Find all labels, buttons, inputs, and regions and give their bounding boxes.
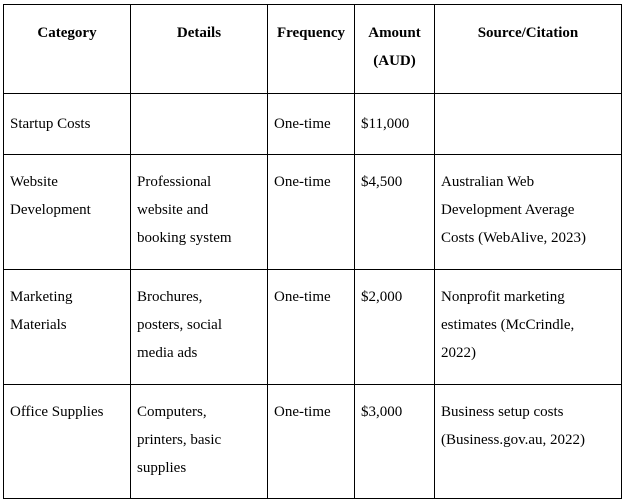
- header-frequency: Frequency: [268, 5, 355, 94]
- row-frequency: One-time: [268, 155, 355, 270]
- row-source: Australian Web Development Average Costs (WebAlive, 2023): [435, 155, 622, 270]
- table-row: [4, 155, 622, 270]
- summary-category: Startup Costs: [4, 94, 131, 155]
- summary-amount: $11,000: [355, 94, 435, 155]
- header-amount: Amount (AUD): [355, 5, 435, 94]
- row-amount: $4,500: [355, 155, 435, 270]
- table-row: [4, 270, 622, 385]
- row-frequency: One-time: [268, 270, 355, 385]
- row-amount: $2,000: [355, 270, 435, 385]
- summary-details: [131, 94, 268, 155]
- row-category: Office Supplies: [4, 385, 131, 499]
- startup-costs-table: [3, 4, 622, 499]
- row-details: Computers, printers, basic supplies: [131, 385, 268, 499]
- summary-row: [4, 94, 622, 155]
- header-row: [4, 5, 622, 94]
- header-category: Category: [4, 5, 131, 94]
- row-category: Website Development: [4, 155, 131, 270]
- table-row: [4, 385, 622, 499]
- header-source: Source/Citation: [435, 5, 622, 94]
- row-source: Nonprofit marketing estimates (McCrindle, 2022): [435, 270, 622, 385]
- header-details: Details: [131, 5, 268, 94]
- summary-source: [435, 94, 622, 155]
- row-details: Brochures, posters, social media ads: [131, 270, 268, 385]
- summary-frequency: One-time: [268, 94, 355, 155]
- row-details: Professional website and booking system: [131, 155, 268, 270]
- row-amount: $3,000: [355, 385, 435, 499]
- row-frequency: One-time: [268, 385, 355, 499]
- row-source: Business setup costs (Business.gov.au, 2022): [435, 385, 622, 499]
- row-category: Marketing Materials: [4, 270, 131, 385]
